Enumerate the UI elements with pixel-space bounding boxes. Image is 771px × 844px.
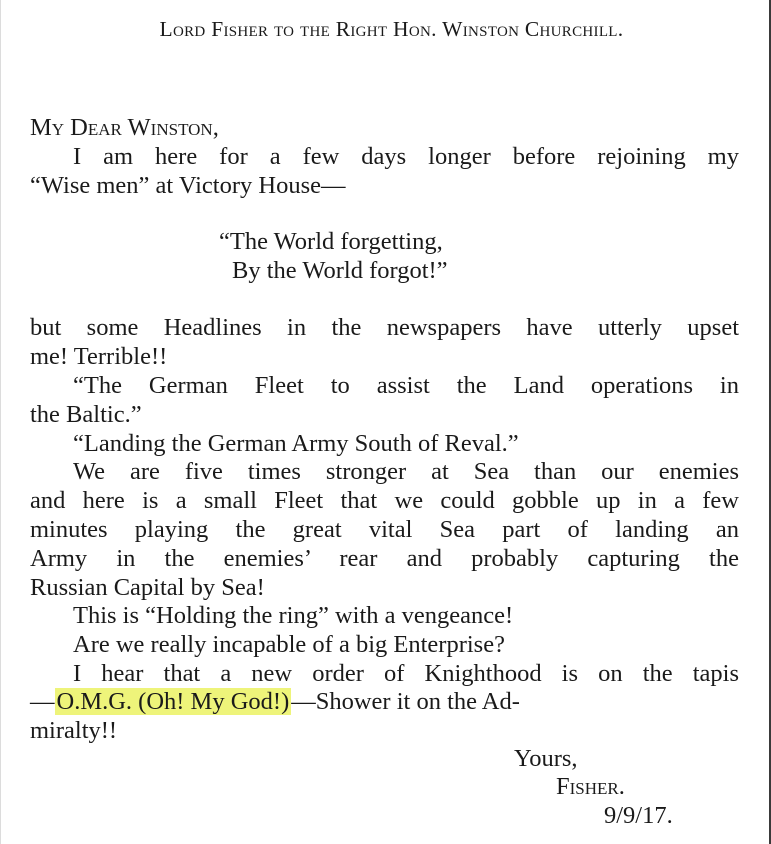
salutation: My Dear Winston,	[30, 114, 219, 141]
body-line-7: and here is a small Fleet that we could gobble up in a few	[30, 487, 739, 514]
body-line-1: but some Headlines in the newspapers have utterly upset	[30, 314, 739, 341]
body-line-14	[30, 688, 520, 716]
body-line-11: This is “Holding the ring” with a vengeance!	[73, 602, 514, 629]
valediction: Yours,	[514, 745, 578, 772]
body-line-8: minutes playing the great vital Sea part of landing an	[30, 516, 739, 543]
body-line-4: the Baltic.”	[30, 401, 142, 428]
body-line-10: Russian Capital by Sea!	[30, 574, 265, 601]
body-line-2: me! Terrible!!	[30, 343, 168, 370]
verse-line-1: “The World forgetting,	[219, 228, 443, 255]
intro-line-1: I am here for a few days longer before rejoining my	[73, 143, 739, 170]
letter-date: 9/9/17.	[604, 802, 673, 829]
body-line-14-prefix: —	[30, 688, 55, 715]
signature: Fisher.	[556, 773, 625, 800]
verse-line-2: By the World forgot!”	[232, 257, 448, 284]
body-line-5: “Landing the German Army South of Reval.”	[73, 430, 519, 457]
body-line-12: Are we really incapable of a big Enterprise?	[73, 631, 505, 658]
letter-heading: Lord Fisher to the Right Hon. Winston Churchill.	[159, 17, 624, 41]
body-line-3: “The German Fleet to assist the Land operations in	[73, 372, 739, 399]
body-line-6: We are five times stronger at Sea than our enemies	[73, 458, 739, 485]
body-line-15: miralty!!	[30, 717, 118, 744]
body-line-13: I hear that a new order of Knighthood is on the tapis	[73, 660, 739, 687]
intro-line-2: “Wise men” at Victory House—	[30, 172, 346, 199]
body-line-9: Army in the enemies’ rear and probably capturing the	[30, 545, 739, 572]
highlighted-phrase: O.M.G. (Oh! My God!)	[56, 688, 290, 715]
body-line-14-suffix: —Shower it on the Ad-	[291, 688, 520, 715]
